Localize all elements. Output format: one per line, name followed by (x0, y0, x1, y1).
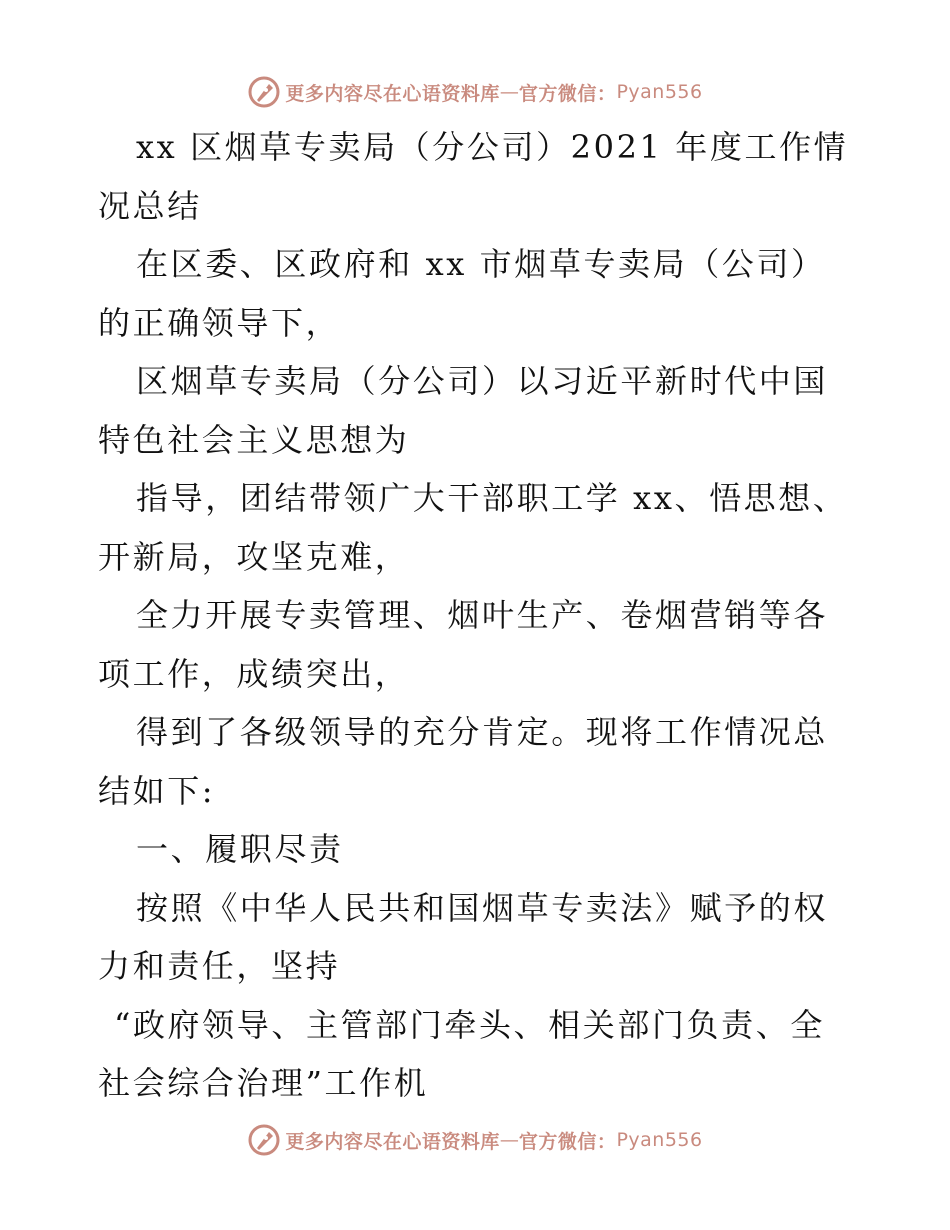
paragraph: 在区委、区政府和 xx 市烟草专卖局（公司）的正确领导下， (98, 245, 826, 342)
paragraph: 全力开展专卖管理、烟叶生产、卷烟营销等各项工作，成绩突出， (98, 596, 829, 693)
banner-wechat-label: 官方微信： (518, 1130, 617, 1153)
footer-banner (0, 1120, 950, 1160)
banner-wechat-label: 官方微信： (518, 82, 617, 105)
pen-nib-circle-icon (247, 1123, 281, 1157)
paragraph: 区烟草专卖局（分公司）以习近平新时代中国特色社会主义思想为 (98, 362, 829, 459)
header-banner (0, 72, 950, 112)
section-heading: 一、履职尽责 (136, 830, 344, 868)
paragraph: 按照《中华人民共和国烟草专卖法》赋予的权力和责任，坚持 (98, 888, 829, 985)
pen-nib-circle-icon (247, 75, 281, 109)
document-body (98, 118, 858, 1113)
banner-separator: — (499, 1129, 519, 1151)
banner-wechat-id: Pyan556 (616, 1129, 703, 1151)
banner-site-text: 更多内容尽在心语资料库 (285, 82, 500, 105)
paragraph: 得到了各级领导的充分肯定。现将工作情况总结如下: (98, 713, 829, 810)
document-title: xx 区烟草专卖局（分公司）2021 年度工作情况总结 (98, 128, 849, 225)
banner-wechat-id: Pyan556 (616, 81, 703, 103)
banner-separator: — (499, 81, 519, 103)
paragraph: 指导，团结带领广大干部职工学 xx、悟思想、开新局，攻坚克难， (98, 479, 848, 576)
banner-site-text: 更多内容尽在心语资料库 (285, 1130, 500, 1153)
paragraph: “政府领导、主管部门牵头、相关部门负责、全社会综合治理”工作机 (98, 1005, 825, 1102)
